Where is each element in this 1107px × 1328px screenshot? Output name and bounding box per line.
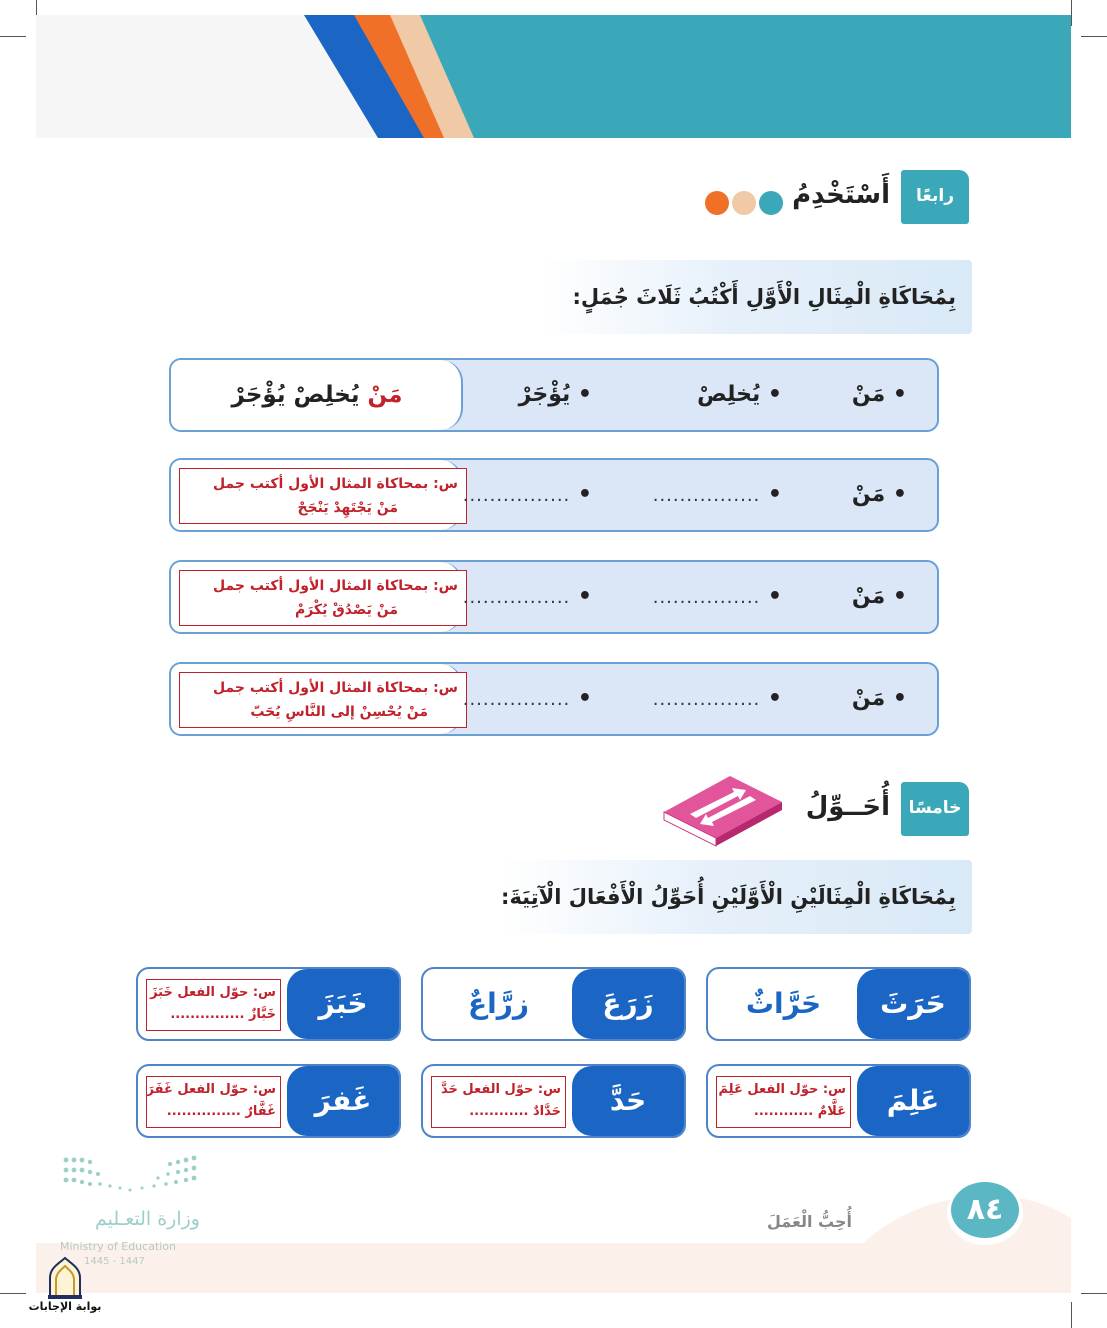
note-answer: مَنْ يَصْدُقْ يُكْرَمْ	[294, 602, 398, 618]
verb-card	[136, 1064, 401, 1138]
blank-dots: ................	[462, 689, 571, 710]
crop-mark	[1071, 1302, 1072, 1328]
answer-note	[179, 570, 467, 626]
example-col-3: • يُؤْجَرْ	[518, 382, 592, 407]
row-col-3: • ................	[462, 686, 592, 711]
example-answer-rest: يُخلِصْ يُؤْجَرْ	[231, 382, 360, 408]
crop-mark	[1071, 0, 1072, 26]
section5-title: أُحَــوِّلُ	[805, 792, 890, 822]
blank-dots: ................	[652, 485, 761, 506]
note-answer: خَبَّازٌ ...............	[170, 1007, 276, 1022]
example-word-3: يُؤْجَرْ	[518, 382, 571, 407]
note-answer: غَفَّارٌ ...............	[166, 1104, 276, 1119]
exercise-row	[169, 458, 939, 532]
answer-note	[146, 979, 281, 1031]
verb: حَدَّ	[572, 1066, 684, 1136]
answer-note	[179, 672, 467, 728]
book-title: أُحِبُّ الْعَمَلَ	[766, 1212, 852, 1231]
section5-tab: خامسًا	[901, 782, 969, 836]
three-dots-icon	[704, 190, 786, 216]
verb-answer: زرَّاعٌ	[468, 987, 529, 1020]
verb-card	[421, 1064, 686, 1138]
row-col-2: • ................	[652, 482, 782, 507]
row-col-1: • مَنْ	[851, 686, 907, 711]
section4-instruction: بِمُحَاكَاةِ الْمِثَالِ الْأَوَّلِ أَكْتُبُ ثَلَاثَ جُمَلٍ:	[540, 260, 972, 334]
row-col-2: • ................	[652, 584, 782, 609]
answer-note	[716, 1076, 851, 1128]
note-question: س: حوّل الفعل غَفَرَ	[146, 1082, 276, 1097]
blank-dots: ................	[652, 689, 761, 710]
crop-mark	[0, 36, 26, 37]
ministry-name-en: Ministry of Education	[60, 1240, 177, 1253]
note-answer: عَلَّامٌ ............	[753, 1104, 846, 1119]
book-transform-icon	[660, 772, 785, 847]
row-col-1: • مَنْ	[851, 482, 907, 507]
example-word-1: مَنْ	[851, 382, 886, 407]
verb-card	[706, 967, 971, 1041]
example-answer	[171, 360, 463, 430]
section5-instruction: بِمُحَاكَاةِ الْمِثَالَيْنِ الْأَوَّلَيْنِ أُحَوِّلُ الْأَفْعَالَ الْآتِيَةَ:	[500, 860, 972, 934]
verb-card	[706, 1064, 971, 1138]
crop-mark	[0, 1293, 26, 1294]
blank-dots: ................	[652, 587, 761, 608]
note-answer: مَنْ يَجْتَهِدْ يَنْجَحْ	[297, 500, 398, 516]
lantern-logo-icon	[44, 1256, 86, 1300]
crop-mark	[1081, 36, 1107, 37]
exercise-row	[169, 560, 939, 634]
row-col-3: • ................	[462, 584, 592, 609]
row-word-man: مَنْ	[851, 482, 886, 507]
blank-dots: ................	[462, 485, 571, 506]
row-word-man: مَنْ	[851, 686, 886, 711]
ministry-name-ar: وزارة التعـليم	[94, 1208, 200, 1230]
verb: عَلِمَ	[857, 1066, 969, 1136]
edition-year: 1445 - 1447	[84, 1256, 145, 1267]
verb: زَرَعَ	[572, 969, 684, 1039]
exercise-row	[169, 662, 939, 736]
note-question: س: حوّل الفعل خَبَزَ	[150, 985, 276, 1000]
row-col-1: • مَنْ	[851, 584, 907, 609]
note-question: س: بمحاكاة المثال الأول أكتب جمل	[212, 578, 458, 594]
example-row	[169, 358, 939, 432]
verb-card	[421, 967, 686, 1041]
blank-dots: ................	[462, 587, 571, 608]
verb-card	[136, 967, 401, 1041]
row-col-2: • ................	[652, 686, 782, 711]
example-col-2: • يُخلِصْ	[697, 382, 782, 407]
row-word-man: مَنْ	[851, 584, 886, 609]
ministry-logo-icon	[60, 1152, 200, 1200]
note-answer: مَنْ يُحْسِنْ إلى النَّاسِ يُحَبّ	[250, 704, 428, 720]
example-word-2: يُخلِصْ	[697, 382, 761, 407]
answer-note	[431, 1076, 566, 1128]
example-answer-man: مَنْ	[367, 382, 403, 408]
note-question: س: حوّل الفعل عَلِمَ	[718, 1082, 846, 1097]
row-col-3: • ................	[462, 482, 592, 507]
verb: حَرَثَ	[857, 969, 969, 1039]
note-answer: حَدَّادٌ ............	[469, 1104, 561, 1119]
verb: غَفرَ	[287, 1066, 399, 1136]
note-question: س: بمحاكاة المثال الأول أكتب جمل	[212, 680, 458, 696]
crop-mark	[1081, 1293, 1107, 1294]
answer-note	[179, 468, 467, 524]
verb: خَبَزَ	[287, 969, 399, 1039]
section4-tab: رابعًا	[901, 170, 969, 224]
watermark-text: بوابة الإجابات	[28, 1300, 102, 1313]
header-banner	[36, 15, 1071, 138]
verb-answer: حَرَّاثٌ	[745, 987, 822, 1020]
page-number: ٨٤	[966, 1192, 1004, 1227]
note-question: س: حوّل الفعل حَدَّ	[440, 1082, 561, 1097]
example-col-1: • مَنْ	[851, 382, 907, 407]
section4-title: أَسْتَخْدِمُ	[792, 180, 890, 210]
answer-note	[146, 1076, 281, 1128]
note-question: س: بمحاكاة المثال الأول أكتب جمل	[212, 476, 458, 492]
